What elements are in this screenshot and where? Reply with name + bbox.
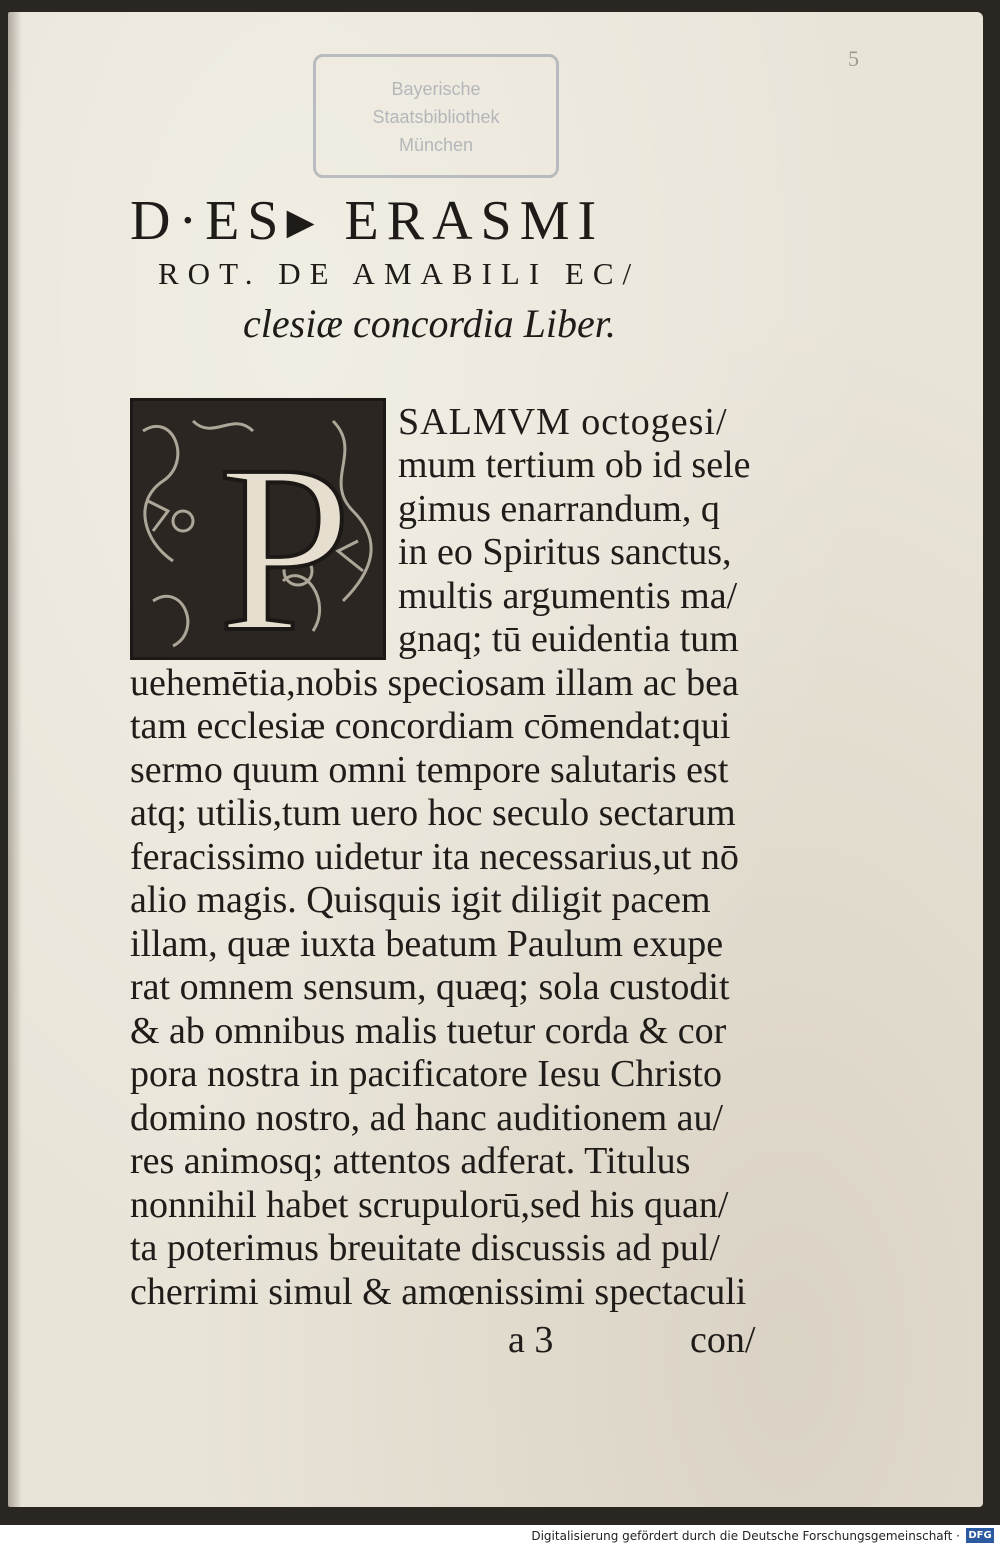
text-line: domino nostro, ad hanc auditionem au/ xyxy=(130,1097,724,1139)
stamp-line: Staatsbibliothek xyxy=(372,107,500,127)
dfg-logo: DFG xyxy=(966,1528,994,1543)
text-line: ta poterimus breuitate discussis ad pul/ xyxy=(130,1227,720,1269)
signature-mark: a 3 xyxy=(508,1319,554,1361)
footer-bar xyxy=(0,1525,1000,1547)
decorated-initial-art xyxy=(133,401,383,657)
text-line: illam, quæ iuxta beatum Paulum exupe xyxy=(130,923,724,965)
text-line: res animosq; attentos adferat. Titulus xyxy=(130,1140,691,1182)
text-line: cherrimi simul & amœnissimi spectaculi xyxy=(130,1271,747,1313)
title-line-1: D·ES▸ ERASMI xyxy=(130,190,605,252)
text-line: multis argumentis ma/ xyxy=(398,575,738,617)
text-line: SALMVM octogesi/ xyxy=(398,401,728,443)
text-line: feracissimo uidetur ita necessarius,ut nō xyxy=(130,836,739,878)
text-line: pora nostra in pacificatore Iesu Christo xyxy=(130,1053,722,1095)
decorated-initial xyxy=(130,398,386,660)
folio-number: 5 xyxy=(848,46,859,71)
title-line-2: ROT. DE AMABILI EC/ xyxy=(158,256,641,291)
footer-credit: Digitalisierung gefördert durch die Deutsche Forschungsgemeinschaft · xyxy=(531,1529,960,1543)
text-line: in eo Spiritus sanctus, xyxy=(398,531,732,573)
text-line: alio magis. Quisquis igit diligit pacem xyxy=(130,879,711,921)
stamp-line: Bayerische xyxy=(391,79,481,99)
catchword: con/ xyxy=(690,1319,756,1361)
text-line: & ab omnibus malis tuetur corda & cor xyxy=(130,1010,727,1052)
text-line: mum tertium ob id sele xyxy=(398,444,751,486)
text-line: gnaq; tū euidentia tum xyxy=(398,618,739,660)
text-line: nonnihil habet scrupulorū,sed his quan/ xyxy=(130,1184,729,1226)
text-line: tam ecclesiæ concordiam cōmendat:qui xyxy=(130,705,731,747)
initial-letter: P xyxy=(218,415,352,657)
title-line-3: clesiæ concordia Liber. xyxy=(243,301,616,346)
text-line: gimus enarrandum, q xyxy=(398,488,720,530)
page-gutter-shadow xyxy=(8,12,22,1507)
stamp-line: München xyxy=(398,135,474,155)
library-stamp xyxy=(313,54,559,178)
text-line: sermo quum omni tempore salutaris est xyxy=(130,749,729,791)
text-line: rat omnem sensum, quæq; sola custodit xyxy=(130,966,730,1008)
text-line: atq; utilis,tum uero hoc seculo sectarum xyxy=(130,792,736,834)
text-line: uehemētia,nobis speciosam illam ac bea xyxy=(130,662,739,704)
